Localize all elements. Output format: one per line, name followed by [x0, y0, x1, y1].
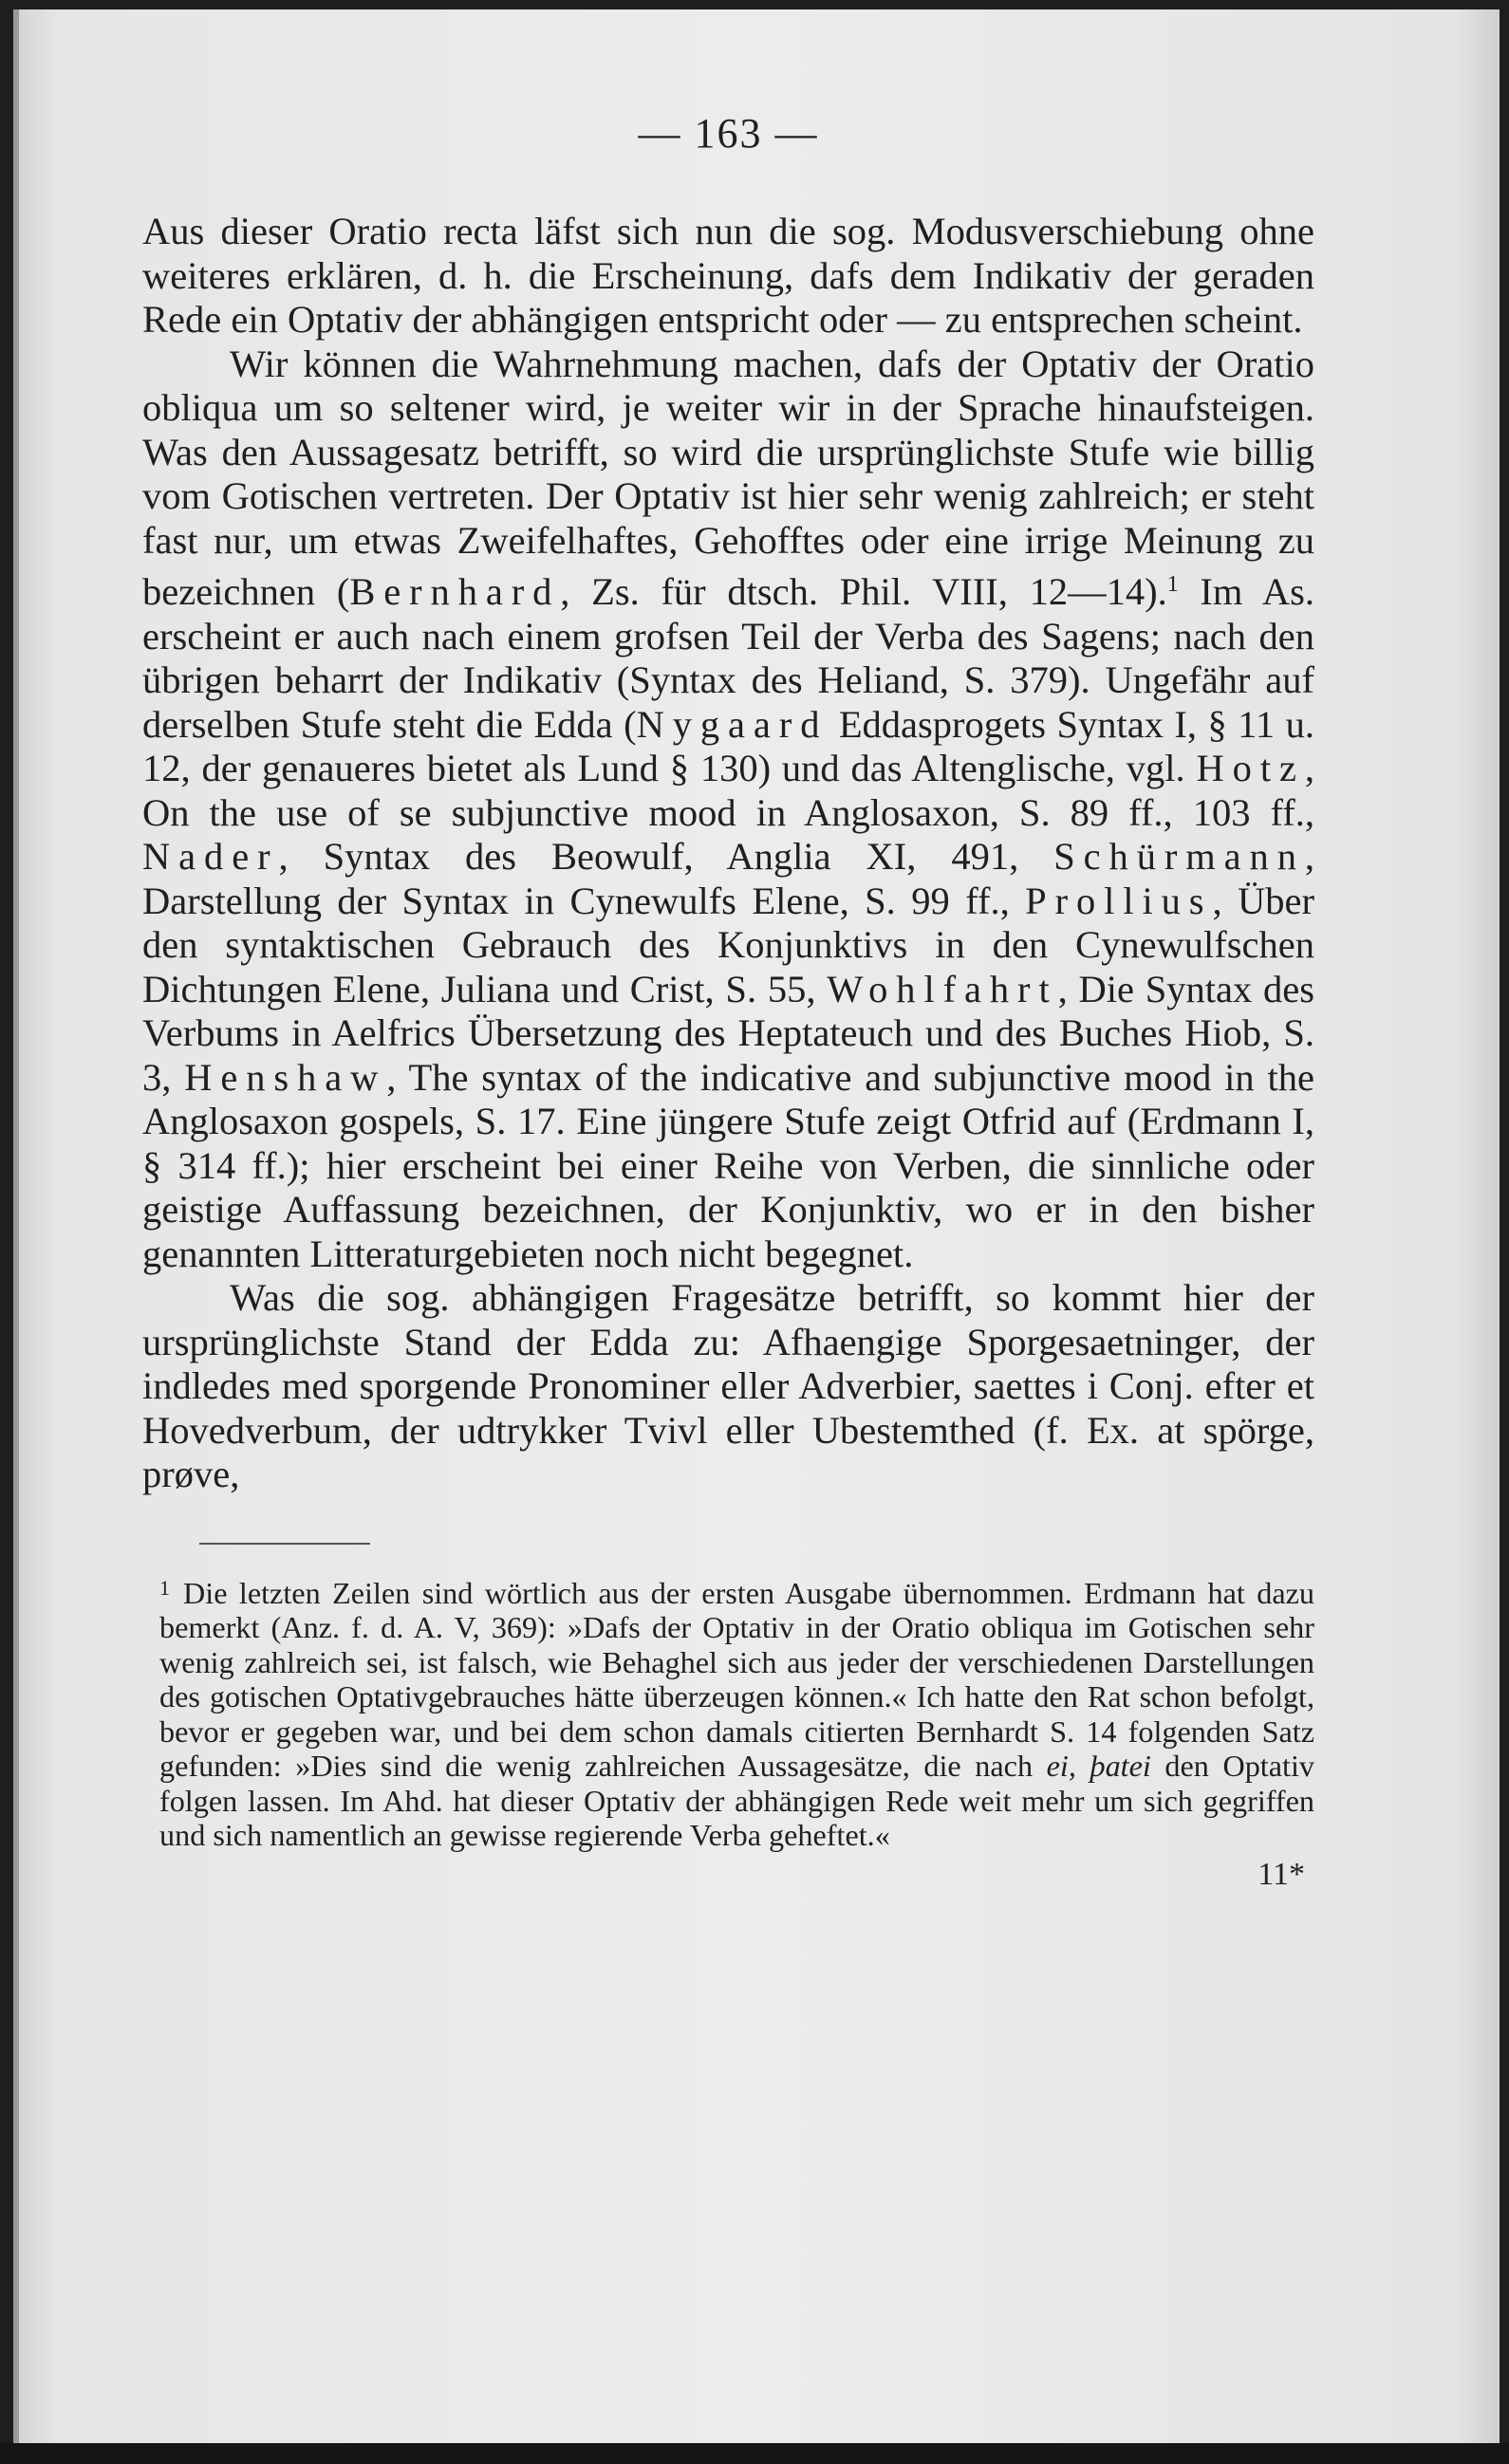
page-number: — 163 — — [638, 110, 819, 157]
text-run: , On the use of se subjunctive mood in Anglosaxon, S. 89 ff., 103 ff., — [142, 747, 1314, 834]
text-run: , Darstellung der Syntax in Cynewulfs Elene, S. 99 ff., — [142, 835, 1314, 922]
footnote — [159, 1571, 1314, 1853]
author-name: Prollius — [1025, 879, 1213, 922]
text-run: den Optativ folgen lassen. Im Ahd. hat dieser Optativ der abhängigen Rede weit mehr um sich gegriffen und sich namentlich an gewisse regierende Verba geheftet.« — [159, 1749, 1315, 1852]
paragraph-1 — [142, 210, 1314, 343]
text-run: Was die sog. abhängigen Fragesätze betrifft, so kommt hier der ursprünglichste Stand der Edda zu: Afhaengige Sporgesaetninger, der indledes med sporgende Pronominer eller Adverbier, saettes i Conj. efter et Hovedverbum, der udtrykker Tvivl eller Ubestemthed (f. Ex. at spörge, prøve, — [142, 1276, 1314, 1495]
author-name: Henshaw — [184, 1055, 387, 1099]
footnote-rule — [199, 1543, 370, 1545]
footnote-marker: 1 — [159, 1575, 170, 1600]
text-run: Wir können die Wahrnehmung machen, dafs der Optativ der Oratio obliqua um so seltener wird, je weiter wir in der Sprache hinaufsteigen. Was den Aussagesatz betrifft, so wird die ursprünglichste Stufe wie billig vom Gotischen vertreten. Der Optativ ist hier sehr wenig zahlreich; er steht fast nur, um etwas Zweifelhaftes, Gehofftes oder eine irrige Meinung zu bezeichnen ( — [142, 342, 1314, 613]
author-name: Bernhard — [349, 570, 561, 613]
italic-term: ei, þatei — [1046, 1749, 1151, 1783]
author-name: Hotz — [1196, 747, 1305, 789]
text-run: Aus dieser Oratio recta läfst sich nun die sog. Modusverschiebung ohne weiteres erklären, d. h. die Erscheinung, dafs dem Indikativ der geraden Rede ein Optativ der abhängigen entspricht oder — zu entsprechen scheint. — [142, 210, 1314, 341]
author-name: Nygaard — [636, 702, 829, 746]
text-run: Die letzten Zeilen sind wörtlich aus der ersten Ausgabe übernommen. Erdmann hat dazu bemerkt (Anz. f. d. A. V, 369): »Dafs der Optativ in der Oratio obliqua im Gotischen sehr wenig zahlreich sei, ist falsch, wie Behaghel sich aus jeder der verschiedenen Darstellungen des gotischen Optativgebrauches hätte überzeugen können.« Ich hatte den Rat schon befolgt, bevor er gegeben war, und bei dem schon damals citierten Bernhardt S. 14 folgenden Satz gefunden: »Dies sind die wenig zahlreichen Aussagesätze, die nach — [159, 1575, 1314, 1783]
page-content — [142, 109, 1314, 1900]
text-run: Eddasprogets Syntax I, § 11 u. 12, der genaueres bietet als Lund § 130) und das Altenglische, vgl. — [142, 702, 1314, 789]
author-name: Wohlfahrt — [827, 967, 1058, 1010]
text-run: , The syntax of the indicative and subjunctive mood in the Anglosaxon gospels, S. 17. Eine jüngere Stufe zeigt Otfrid auf (Erdmann I, § 314 ff.); hier erscheint bei einer Reihe von Verben, die sinnliche oder geistige Auffassung bezeichnen, der Konjunktiv, wo er in den bisher genannten Litteraturgebieten noch nicht begegnet. — [142, 1055, 1314, 1275]
text-run: , Die Syntax des Verbums in Aelfrics Übersetzung des Heptateuch und des Buches Hiob, S. 3, — [142, 967, 1314, 1099]
author-name: Nader — [142, 835, 279, 878]
text-run: Im As. erscheint er auch nach einem grofsen Teil der Verba des Sagens; nach den übrigen beharrt der Indikativ (Syntax des Heliand, S. 379). Ungefähr auf derselben Stufe steht die Edda ( — [142, 570, 1314, 746]
paragraph-3 — [142, 1276, 1314, 1497]
scan-bottom-edge — [0, 2443, 1509, 2464]
author-name: Schürmann — [1053, 835, 1305, 878]
text-run: , Syntax des Beowulf, Anglia XI, 491, — [278, 835, 1054, 878]
body-text — [142, 210, 1314, 1497]
footnote-reference: 1 — [1166, 572, 1179, 597]
text-run: , Über den syntaktischen Gebrauch des Konjunktivs in den Cynewulfschen Dichtungen Elene, Juliana und Crist, S. 55, — [142, 879, 1314, 1010]
page-gutter-edge — [13, 9, 19, 2457]
paragraph-2 — [142, 343, 1314, 1277]
printer-signature: 11* — [1258, 1856, 1305, 1892]
text-run: , Zs. für dtsch. Phil. VIII, 12—14). — [560, 570, 1167, 613]
footnote-text — [159, 1576, 1314, 1853]
